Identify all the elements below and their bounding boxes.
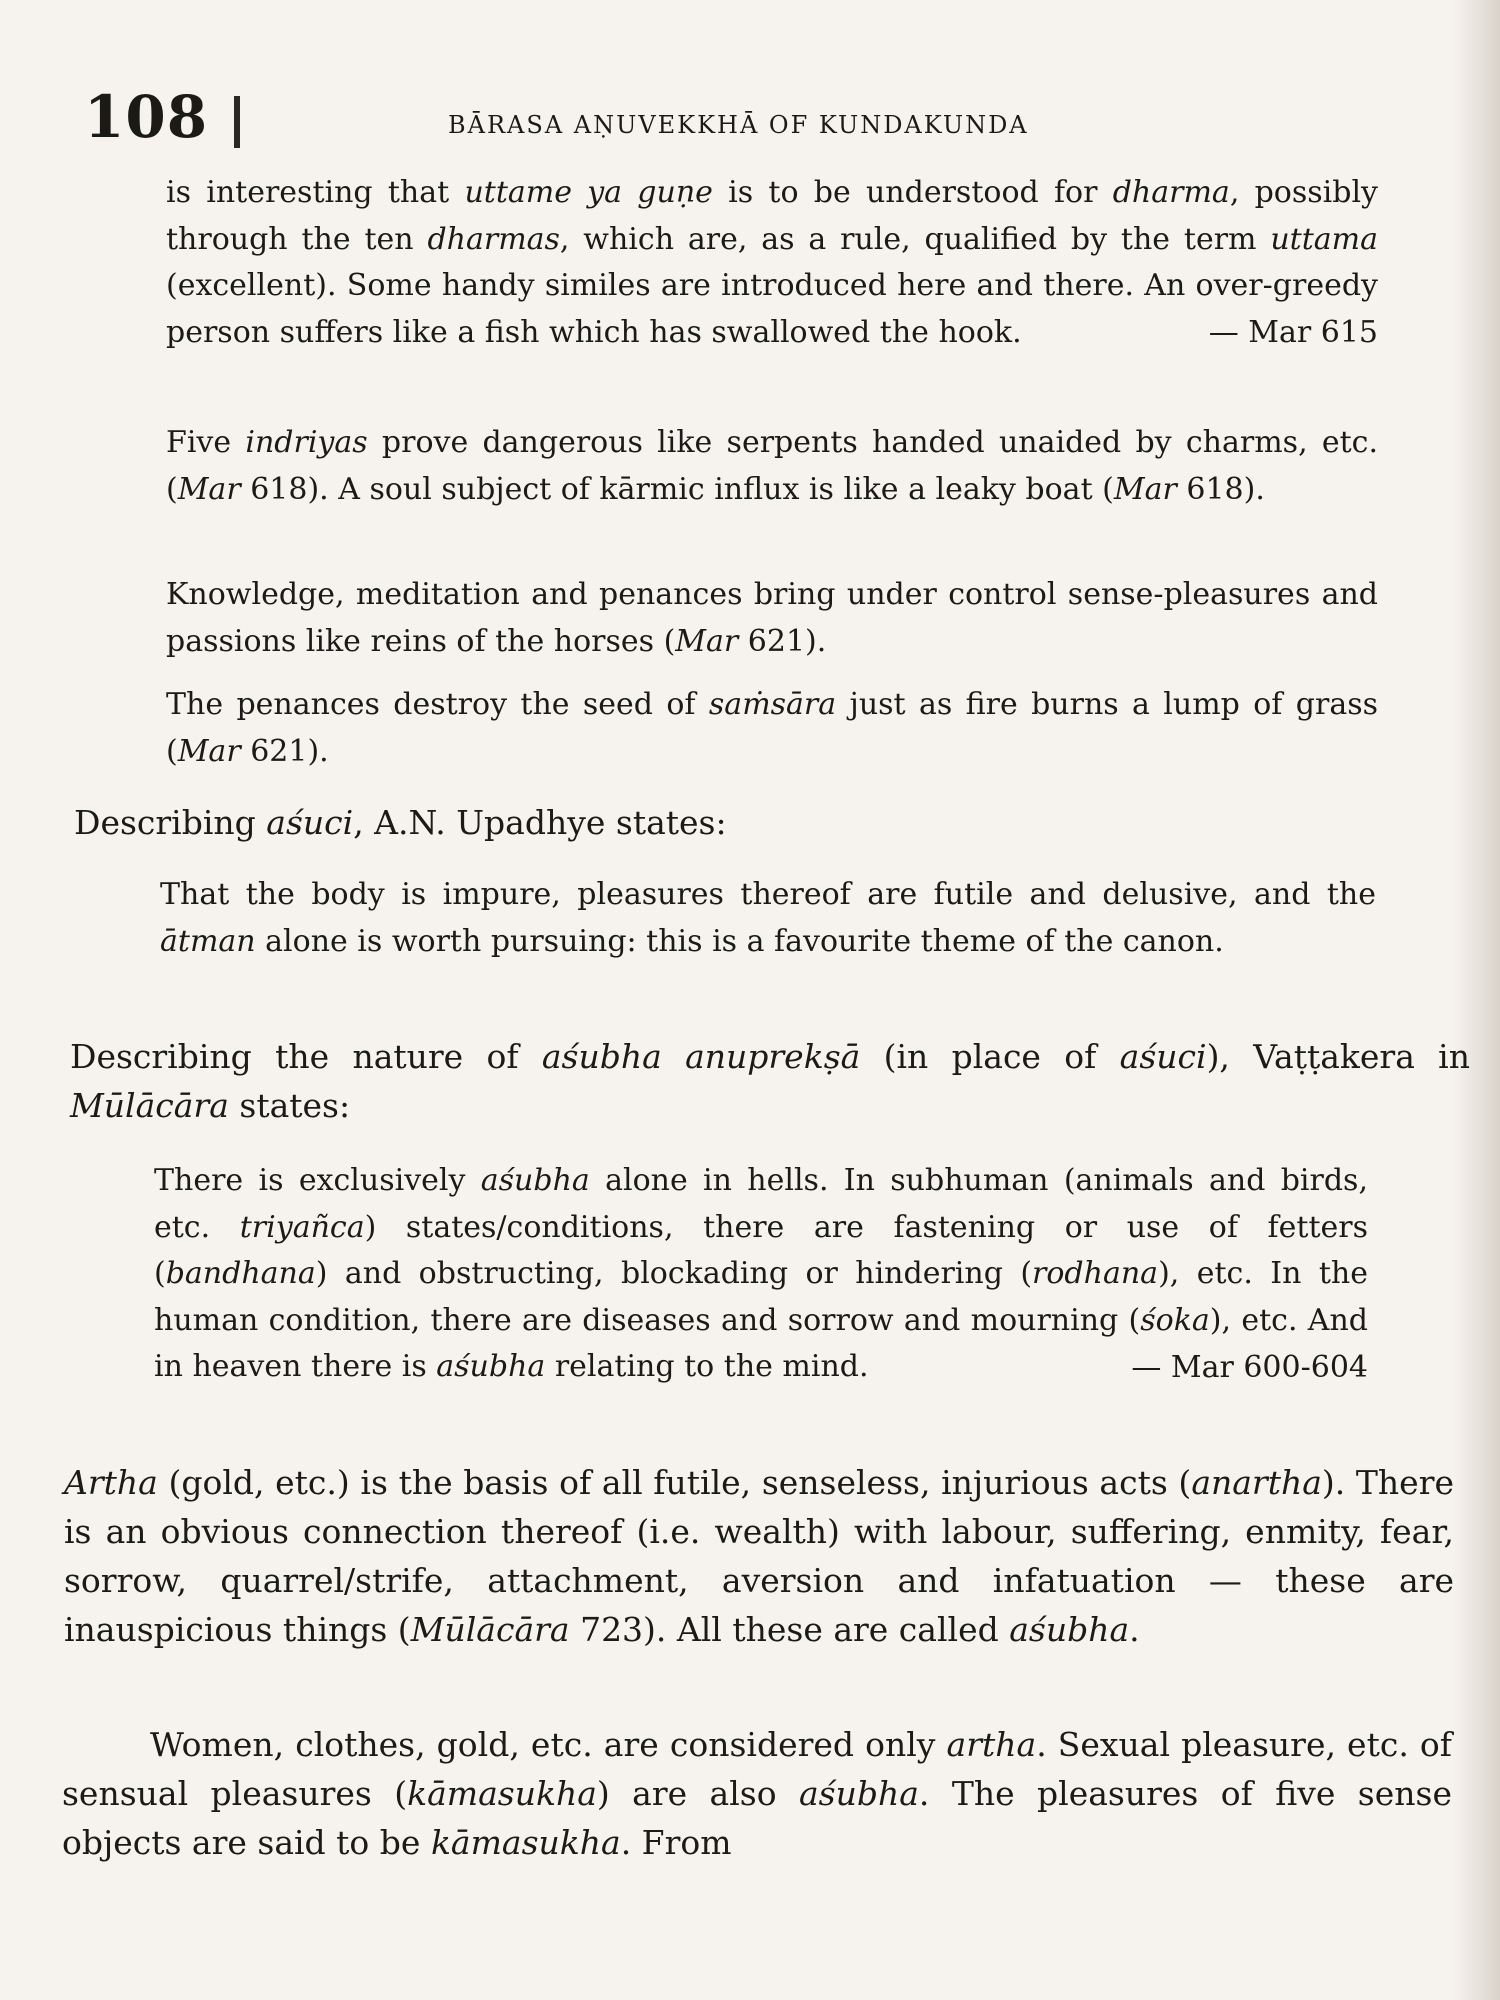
page-edge-shadow bbox=[1452, 0, 1500, 2000]
quote-upadhye: That the body is impure, pleasures thereof are futile and delusive, and the ātman alone is worth pursuing: this is a favourite theme of the canon. bbox=[160, 877, 1376, 959]
paragraph-indriyas: Five indriyas prove dangerous like serpents handed unaided by charms, etc. (Mar 618). A soul subject of kārmic influx is like a leaky boat (Mar 618). bbox=[166, 425, 1378, 507]
paragraph-kamasukha: Women, clothes, gold, etc. are considered only artha. Sexual pleasure, etc. of sensual pleasures (kāmasukha) are also aśubha. The pleasures of five sense objects are said to be kāmasukha. From bbox=[62, 1725, 1452, 1862]
quote-mulacara: There is exclusively aśubha alone in hells. In subhuman (animals and birds, etc. triyañca) states/conditions, there are fastening or use of fetters (bandhana) and obstructing, blockading or hindering (rodhana), etc. In the human condition, there are diseases and sorrow and mourning (śoka), etc. And in heaven there is aśubha relating to the mind. — Mar 600-604 bbox=[154, 1158, 1368, 1391]
page-number: 108 bbox=[84, 83, 209, 151]
source-citation: — Mar 615 bbox=[1208, 315, 1378, 350]
paragraph-penances: The penances destroy the seed of saṁsāra just as fire burns a lump of grass (Mar 621). bbox=[166, 687, 1378, 769]
source-citation: — Mar 600-604 bbox=[1131, 1349, 1368, 1385]
page-header bbox=[84, 82, 1414, 162]
running-title: BĀRASA AṆUVEKKHĀ OF KUNDAKUNDA bbox=[448, 111, 1029, 139]
header-divider bbox=[234, 96, 240, 148]
paragraph-asubha-intro: Describing the nature of aśubha anuprekṣā (in place of aśuci), Vaṭṭakera in Mūlācāra states: bbox=[70, 1037, 1470, 1125]
paragraph-artha: Artha (gold, etc.) is the basis of all futile, senseless, injurious acts (anartha). There is an obvious connection thereof (i.e. wealth) with labour, suffering, enmity, fear, sorrow, quarrel/strife, attachment, aversion and infatuation — these are inauspicious things (Mūlācāra 723). All these are called aśubha. bbox=[64, 1463, 1455, 1649]
paragraph-knowledge: Knowledge, meditation and penances bring under control sense-pleasures and passions like reins of the horses (Mar 621). bbox=[166, 577, 1378, 659]
paragraph-similes: is interesting that uttame ya guṇe is to be understood for dharma, possibly through the ten dharmas, which are, as a rule, qualified by the term uttama (excellent). Some handy similes are introduced here and there. An over-greedy person suffers like a fish which has swallowed the hook. — Mar 615 bbox=[166, 170, 1378, 357]
paragraph-upadhye-intro: Describing aśuci, A.N. Upadhye states: bbox=[74, 803, 727, 842]
